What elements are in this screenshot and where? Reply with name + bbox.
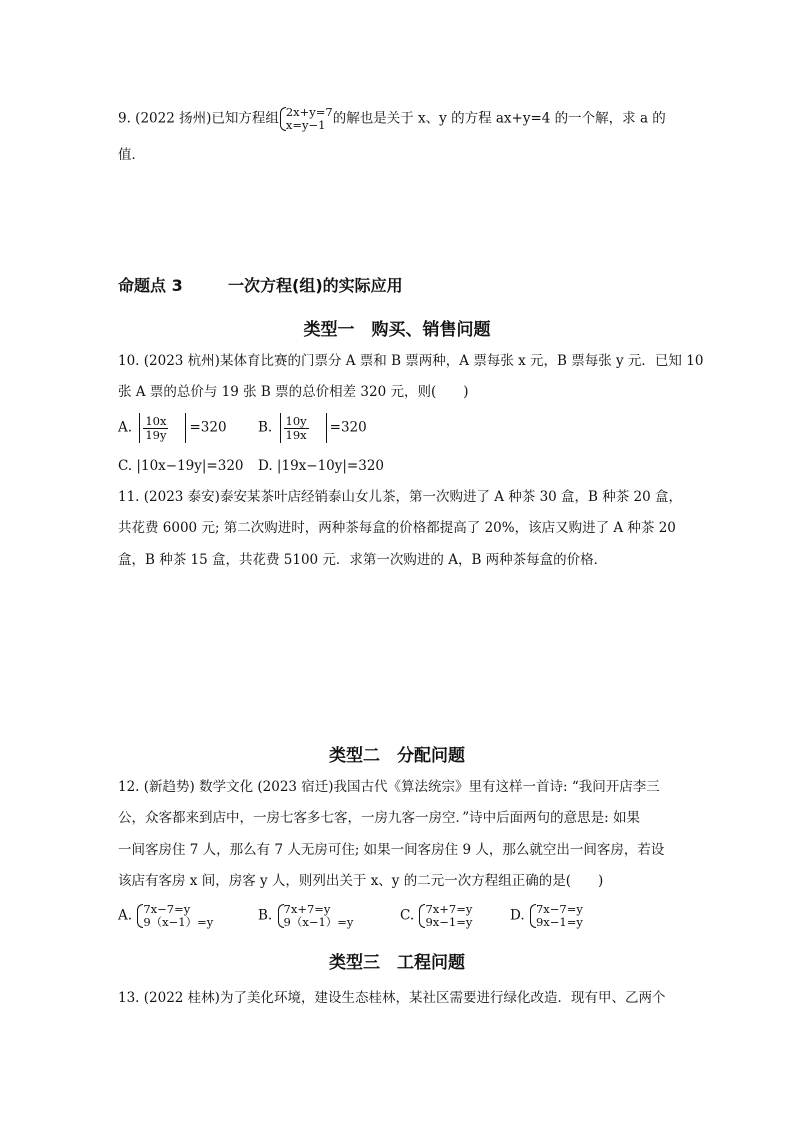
section-title: 一次方程(组)的实际应用 — [228, 276, 403, 295]
q9-line2: 值． — [118, 147, 145, 163]
eq1: 7x−7=y — [535, 902, 583, 916]
q12-option-a — [118, 903, 213, 929]
abs-bar — [139, 413, 140, 443]
type2-heading: 类型二 分配问题 — [329, 746, 465, 766]
q9-line1 — [118, 106, 666, 132]
type3-heading: 类型三 工程问题 — [329, 953, 465, 973]
q12-line4: 该店有客房 x 间，房客 y 人，则列出关于 x、y 的二元一次方程组正确的是( ) — [118, 873, 604, 889]
eq1: 7x+7=y — [283, 902, 331, 916]
option-label: C. — [400, 907, 415, 924]
q13-line1: 13. (2022 桂林)为了美化环境，建设生态桂林，某社区需要进行绿化改造．现有甲、乙两个 — [118, 990, 666, 1006]
option-label: A. — [118, 419, 133, 436]
option-label: B. — [258, 907, 273, 924]
option-label: B. — [258, 419, 273, 436]
section-label: 命题点 3 — [118, 276, 183, 295]
type1-heading: 类型一 购买、销售问题 — [303, 320, 491, 340]
q12-line2: 公，众客都来到店中，一房七客多七客，一房九客一房空．”诗中后面两句的意思是: 如果 — [118, 810, 640, 826]
q12-option-d — [510, 903, 583, 929]
eq2: 9（x−1）=y — [143, 915, 214, 929]
q12-option-b — [258, 903, 353, 929]
q9-eq1: 2x+y=7 — [285, 105, 333, 119]
rhs: =320 — [189, 419, 227, 436]
denominator: 19y — [145, 427, 167, 442]
abs-bar — [326, 413, 327, 443]
q10-option-c: C. |10x−19y|=320 — [118, 458, 244, 474]
rhs: =320 — [329, 419, 367, 436]
q10-option-b — [258, 413, 367, 443]
q9-eq2: x=y−1 — [285, 118, 326, 132]
q11-line1: 11. (2023 泰安)泰安某茶叶店经销泰山女儿茶，第一次购进了 A 种茶 30 盒，B 种茶 20 盒， — [118, 489, 683, 505]
q10-option-d: D. |19x−10y|=320 — [258, 458, 385, 474]
abs-bar — [185, 413, 186, 443]
option-label: A. — [118, 907, 133, 924]
q11-line2: 共花费 6000 元; 第二次购进时，两种茶每盒的价格都提高了 20%，该店又购进了 A 种茶 20 — [118, 520, 676, 536]
q10-line2: 张 A 票的总价与 19 张 B 票的总价相差 320 元，则( ) — [118, 384, 469, 400]
q12-line1: 12. (新趋势) 数学文化 (2023 宿迁)我国古代《算法统宗》里有这样一首诗: “我问开店李三 — [118, 779, 660, 795]
abs-bar — [280, 413, 281, 443]
fraction — [284, 415, 309, 442]
q10-line1: 10. (2023 杭州)某体育比赛的门票分 A 票和 B 票两种，A 票每张 x 元，B 票每张 y 元．已知 10 — [118, 353, 704, 369]
eq2: 9（x−1）=y — [283, 915, 354, 929]
option-label: D. — [510, 907, 525, 924]
q12-option-c — [400, 903, 472, 929]
equation-system — [418, 903, 472, 929]
eq2: 9x−1=y — [425, 915, 473, 929]
q10-option-a — [118, 413, 227, 443]
denominator: 19x — [285, 427, 307, 442]
numerator: 10x — [143, 415, 168, 429]
equation-system — [136, 903, 213, 929]
eq2: 9x−1=y — [535, 915, 583, 929]
eq1: 7x+7=y — [425, 902, 473, 916]
numerator: 10y — [285, 413, 307, 428]
q9-suffix: 的解也是关于 x、y 的方程 ax+y=4 的一个解，求 a 的 — [332, 110, 666, 127]
fraction — [143, 415, 168, 442]
eq1: 7x−7=y — [143, 902, 191, 916]
q11-line3: 盒，B 种茶 15 盒，共花费 5100 元．求第一次购进的 A，B 两种茶每盒的价格． — [118, 552, 608, 568]
q12-line3: 一间客房住 7 人，那么有 7 人无房可住; 如果一间客房住 9 人，那么就空出一间客房，若设 — [118, 842, 665, 858]
q9-prefix: 9. (2022 扬州)已知方程组 — [118, 110, 279, 127]
q9-equation-system — [279, 106, 333, 132]
equation-system — [529, 903, 583, 929]
equation-system — [277, 903, 354, 929]
